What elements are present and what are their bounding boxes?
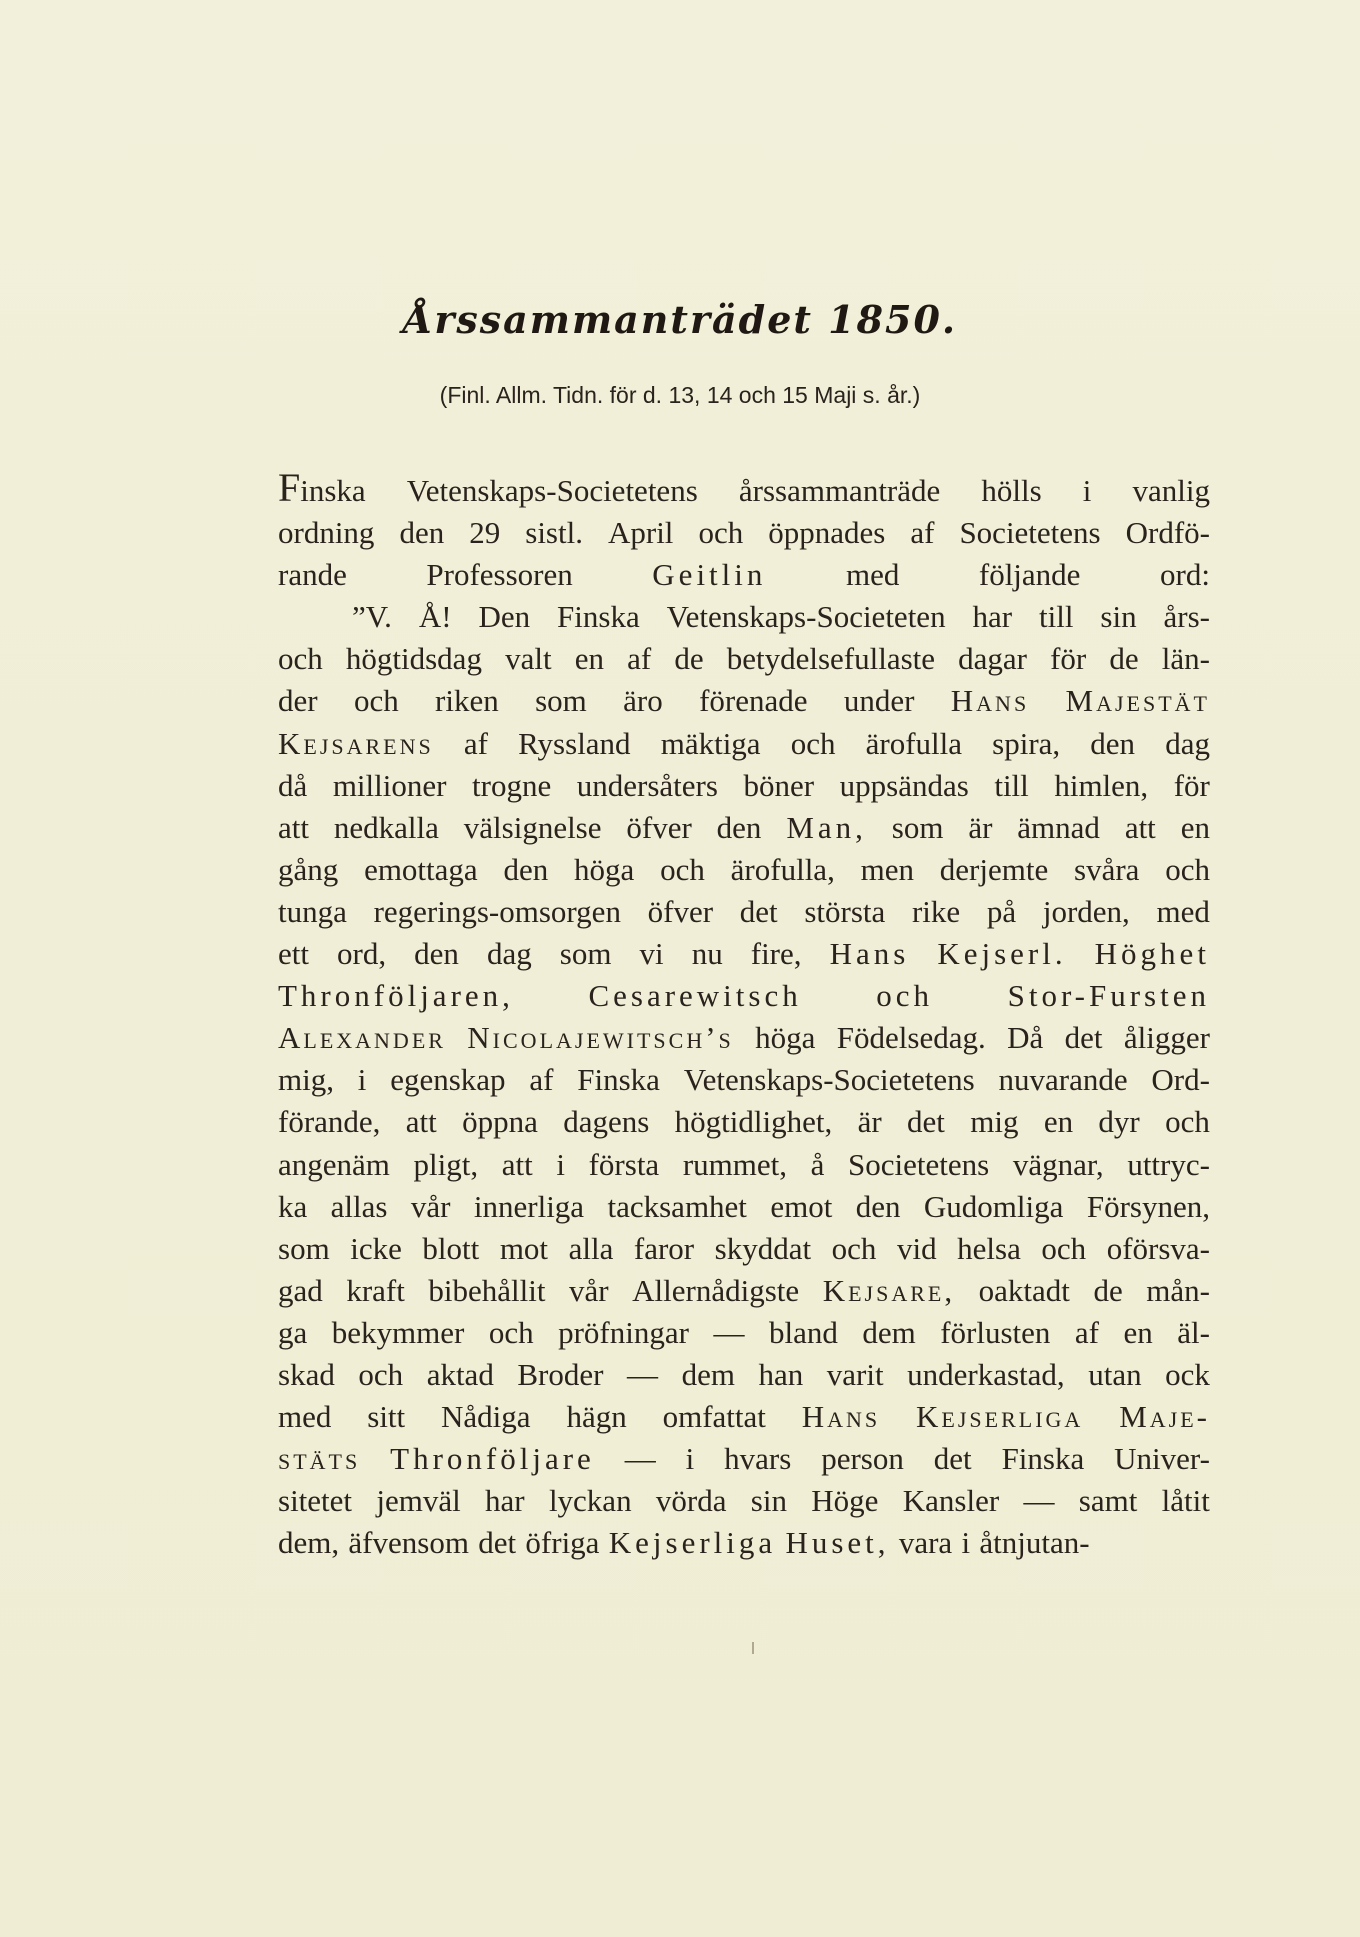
text-line (278, 638, 1210, 680)
word: mäktiga (660, 725, 761, 761)
text-line (278, 1059, 1210, 1101)
text-line (278, 596, 1210, 638)
word: den (503, 851, 549, 887)
word: mån- (1146, 1272, 1210, 1308)
word: gad (278, 1272, 323, 1308)
word: välsignelse (463, 809, 602, 845)
word: Höghet (1094, 936, 1210, 972)
word: uppsändas (839, 767, 969, 803)
text-line (278, 1522, 1210, 1564)
text-line (278, 975, 1210, 1017)
word: angenäm (278, 1146, 390, 1182)
word: äl- (1177, 1314, 1210, 1350)
word: första (588, 1146, 660, 1182)
word: då (278, 767, 308, 803)
word: Allernådigste (632, 1272, 800, 1308)
word: det (1064, 1020, 1103, 1056)
word: under (843, 683, 915, 719)
word: ord: (1160, 557, 1210, 593)
word: jemväl (376, 1483, 461, 1519)
text-line (278, 465, 1210, 512)
drop-cap: F (278, 465, 301, 510)
word: Kejsare, (822, 1272, 956, 1308)
word: ga (278, 1314, 308, 1350)
word: Gudomliga (923, 1188, 1064, 1224)
word: och (876, 978, 934, 1014)
word: bibehållit (428, 1272, 546, 1308)
word: vid (896, 1230, 937, 1266)
word: en (1123, 1314, 1153, 1350)
word: Kejsarens (278, 725, 434, 761)
word: blott (422, 1230, 480, 1266)
word: höga (755, 1020, 816, 1056)
word: af (529, 1062, 554, 1098)
word: undersåters (576, 767, 718, 803)
word: af (1074, 1314, 1099, 1350)
word: ordning (278, 515, 375, 551)
word: inska (300, 473, 366, 508)
word: och (278, 641, 323, 677)
word: April (607, 515, 674, 551)
word: dagar (958, 641, 1027, 677)
word: till (994, 767, 1029, 803)
word: Vetenskaps-Societetens (683, 1062, 975, 1098)
word: pligt, (413, 1146, 479, 1182)
word: samt (1078, 1483, 1138, 1519)
word: ord, (337, 936, 387, 972)
word: men (860, 851, 914, 887)
word: till (1039, 599, 1074, 635)
word: högtidsdag (345, 641, 482, 677)
word: kraft (346, 1272, 405, 1308)
word: Societetens (848, 1146, 990, 1182)
text-line (278, 554, 1210, 596)
word: en (1043, 1104, 1074, 1140)
word: oförsva- (1106, 1230, 1210, 1266)
word: Finska (1001, 1441, 1085, 1477)
word: nedkalla (333, 809, 439, 845)
word: hölls (981, 473, 1042, 508)
word: pröfningar (558, 1314, 689, 1350)
text-line (278, 849, 1210, 891)
word: hvars (724, 1441, 792, 1477)
word: omfattat (662, 1399, 766, 1435)
word: — (713, 1314, 745, 1350)
word: betydelsefullaste (726, 641, 936, 677)
word: skyddat (714, 1230, 812, 1266)
word: för (1050, 641, 1087, 677)
word: emottaga (364, 851, 478, 887)
word: följande (978, 557, 1081, 593)
word: vi (639, 936, 664, 972)
word: Kejserliga (608, 1525, 777, 1561)
word: höga (574, 851, 635, 887)
word: Ordfö- (1125, 515, 1210, 551)
word: Hans (950, 683, 1030, 719)
page-mark (752, 1642, 754, 1654)
text-line (278, 1480, 1210, 1522)
word: dagens (563, 1104, 650, 1140)
word: största (804, 893, 886, 929)
text-line (278, 680, 1210, 722)
word: ka (278, 1188, 308, 1224)
word: af (463, 725, 488, 761)
word: emot (770, 1188, 833, 1224)
word: förande, (278, 1104, 381, 1140)
word: alla (568, 1230, 614, 1266)
word: ärofulla, (730, 851, 835, 887)
word: svåra (1074, 851, 1140, 887)
word: nuvarande (998, 1062, 1128, 1098)
word: Å! (418, 599, 452, 635)
word: vara (898, 1525, 953, 1561)
word: som (535, 683, 587, 719)
text-line (278, 1270, 1210, 1312)
word: det (933, 1441, 972, 1477)
word: Vetenskaps-Societetens (406, 473, 698, 508)
word: Finska (577, 1062, 660, 1098)
word: spira, (992, 725, 1061, 761)
word: Maje- (1119, 1399, 1210, 1435)
word: för (1173, 767, 1210, 803)
word: äfvensom (348, 1525, 469, 1561)
word: äro (623, 683, 663, 719)
word: rummet, (682, 1146, 787, 1182)
word: allas (330, 1188, 388, 1224)
word: Ryssland (518, 725, 631, 761)
word: Nicolajewitsch’s (467, 1020, 734, 1056)
word: dyr (1098, 1104, 1140, 1140)
word: trogne (472, 767, 552, 803)
word: Cesarewitsch (588, 978, 802, 1014)
word: som (278, 1230, 330, 1266)
word: Univer- (1114, 1441, 1210, 1477)
word: förenade (699, 683, 808, 719)
word: och (358, 1356, 404, 1392)
word: valt (505, 641, 552, 677)
word: mig (970, 1104, 1019, 1140)
word: mot (499, 1230, 549, 1266)
word: tunga (278, 893, 347, 929)
word: och (790, 725, 836, 761)
text-line (278, 1144, 1210, 1186)
word: Kejserl. (937, 936, 1067, 972)
text-line (278, 1312, 1210, 1354)
word: regerings-omsorgen (373, 893, 621, 929)
word: jorden, (1042, 893, 1130, 929)
word: dem (681, 1356, 735, 1392)
word: egenskap (390, 1062, 506, 1098)
word: i (961, 1525, 971, 1561)
word: uttryc- (1127, 1146, 1210, 1182)
word: ett (278, 936, 309, 972)
word: sistl. (525, 515, 583, 551)
text-line (278, 1438, 1210, 1480)
word: Thronföljaren, (278, 978, 514, 1014)
word: mig, (278, 1062, 334, 1098)
word: hägn (566, 1399, 627, 1435)
text-line (278, 1101, 1210, 1143)
word: lyckan (548, 1483, 632, 1519)
word: sitt (367, 1399, 406, 1435)
word: Hans (829, 936, 910, 972)
word: riken (435, 683, 499, 719)
text-line (278, 723, 1210, 765)
word: fire, (750, 936, 802, 972)
word: af (627, 641, 652, 677)
word: det (478, 1525, 517, 1561)
word: ämnad (1017, 809, 1100, 845)
word: utan (1088, 1356, 1142, 1392)
word: helsa (957, 1230, 1021, 1266)
word: det (739, 893, 778, 929)
word: Den (478, 599, 531, 635)
word: sitetet (278, 1483, 353, 1519)
word: Broder (517, 1356, 604, 1392)
word: års- (1163, 599, 1210, 635)
word: och (698, 515, 744, 551)
word: den (1090, 725, 1136, 761)
word: den (716, 809, 762, 845)
word: Då (1007, 1020, 1044, 1056)
text-line (278, 1354, 1210, 1396)
word: öfver (647, 893, 714, 929)
word: rike (911, 893, 961, 929)
word: de (1109, 641, 1139, 677)
first-word (278, 465, 366, 512)
word: Societetens (959, 515, 1101, 551)
word: bekymmer (331, 1314, 465, 1350)
word: dag (1165, 725, 1210, 761)
word: Thronföljare (390, 1441, 595, 1477)
word: — (624, 1441, 656, 1477)
word: och (1165, 851, 1210, 887)
text-line (278, 1228, 1210, 1270)
word: och (831, 1230, 877, 1266)
word: i (357, 1062, 367, 1098)
word: öfver (626, 809, 692, 845)
word: Alexander (278, 1020, 446, 1056)
word: Geitlin (652, 557, 767, 593)
text-line (278, 765, 1210, 807)
word: derjemte (939, 851, 1049, 887)
source-citation: (Finl. Allm. Tidn. för d. 13, 14 och 15 Maji s. år.) (439, 382, 921, 408)
word: har (972, 599, 1013, 635)
word: de (674, 641, 704, 677)
word: en (574, 641, 604, 677)
word: är (968, 809, 993, 845)
text-line (278, 891, 1210, 933)
word: Höge (811, 1483, 879, 1519)
word: 29 (469, 515, 501, 551)
word: och (488, 1314, 534, 1350)
word: med (278, 1399, 332, 1435)
word: å (810, 1146, 825, 1182)
word: nu (691, 936, 723, 972)
word: en (1180, 809, 1210, 845)
word: den (855, 1188, 901, 1224)
text-line (278, 1017, 1210, 1059)
word: Finska (557, 599, 640, 635)
word: med (845, 557, 900, 593)
word: Majestät (1065, 683, 1210, 719)
word: är (857, 1104, 882, 1140)
word: att (278, 809, 309, 845)
word: icke (350, 1230, 402, 1266)
word: Man, (786, 809, 867, 845)
word: och (660, 851, 705, 887)
word: öppna (462, 1104, 538, 1140)
text-line (278, 1396, 1210, 1438)
word: och (1165, 1104, 1210, 1140)
word: åligger (1123, 1020, 1210, 1056)
word: af (910, 515, 935, 551)
word: aktad (426, 1356, 494, 1392)
word: underkastad, (907, 1356, 1065, 1392)
word: Födelsedag. (836, 1020, 986, 1056)
word: Kejserliga (916, 1399, 1084, 1435)
word: och (1041, 1230, 1087, 1266)
word: han (758, 1356, 804, 1392)
word: den (414, 936, 459, 972)
word: Professoren (426, 557, 573, 593)
word: förlusten (940, 1314, 1051, 1350)
word: Vetenskaps-Societeten (666, 599, 946, 635)
text-line (278, 933, 1210, 975)
word: bland (768, 1314, 838, 1350)
word: ärofulla (865, 725, 962, 761)
word: ”V. (352, 599, 392, 635)
word: och (353, 683, 399, 719)
word: vanlig (1132, 473, 1210, 508)
word: — (627, 1356, 659, 1392)
word: de (1093, 1272, 1123, 1308)
word: Försynen, (1086, 1188, 1210, 1224)
word: ock (1165, 1356, 1210, 1392)
word: med (1156, 893, 1210, 929)
word: sin (1100, 599, 1137, 635)
word: böner (743, 767, 815, 803)
page-title: Årssammanträdet 1850. (402, 297, 958, 342)
word: oaktadt (978, 1272, 1070, 1308)
word: Ord- (1151, 1062, 1210, 1098)
word: den (399, 515, 445, 551)
word: vägnar, (1012, 1146, 1104, 1182)
word: Huset, (785, 1525, 890, 1561)
word: har (485, 1483, 525, 1519)
word: Hans (801, 1399, 881, 1435)
word: på (986, 893, 1017, 929)
word: dem (862, 1314, 916, 1350)
word: öppnades (768, 515, 886, 551)
text-line (278, 512, 1210, 554)
word: det (907, 1104, 945, 1140)
text-line (278, 1186, 1210, 1228)
word: vörda (655, 1483, 727, 1519)
word: dag (486, 936, 532, 972)
word: skad (278, 1356, 335, 1392)
word: dem, (278, 1525, 340, 1561)
word: årssammanträde (738, 473, 941, 508)
word: vår (569, 1272, 609, 1308)
word: varit (826, 1356, 884, 1392)
word: som (891, 809, 944, 845)
word: som (559, 936, 612, 972)
word: åtnjutan- (979, 1525, 1090, 1561)
word: att (1124, 809, 1156, 845)
word: att (501, 1146, 533, 1182)
word: Nådiga (441, 1399, 531, 1435)
word: himlen, (1054, 767, 1149, 803)
word: låtit (1161, 1483, 1210, 1519)
word: öfriga (525, 1525, 600, 1561)
text-line (278, 807, 1210, 849)
word: län- (1161, 641, 1210, 677)
word: tacksamhet (607, 1188, 747, 1224)
word: stäts (278, 1441, 361, 1477)
word: högtidlighet, (674, 1104, 833, 1140)
word: i (685, 1441, 695, 1477)
word: Stor-Fursten (1007, 978, 1210, 1014)
word: i (556, 1146, 565, 1182)
word: innerliga (473, 1188, 585, 1224)
word: Kansler (902, 1483, 1000, 1519)
word: der (278, 683, 318, 719)
word: person (821, 1441, 904, 1477)
word: millioner (332, 767, 447, 803)
word: gång (278, 851, 339, 887)
word: vår (410, 1188, 451, 1224)
word: rande (278, 557, 347, 593)
body-text (278, 465, 1210, 1564)
word: i (1082, 473, 1092, 508)
word: sin (750, 1483, 787, 1519)
word: — (1023, 1483, 1055, 1519)
word: att (405, 1104, 437, 1140)
word: faror (633, 1230, 695, 1266)
